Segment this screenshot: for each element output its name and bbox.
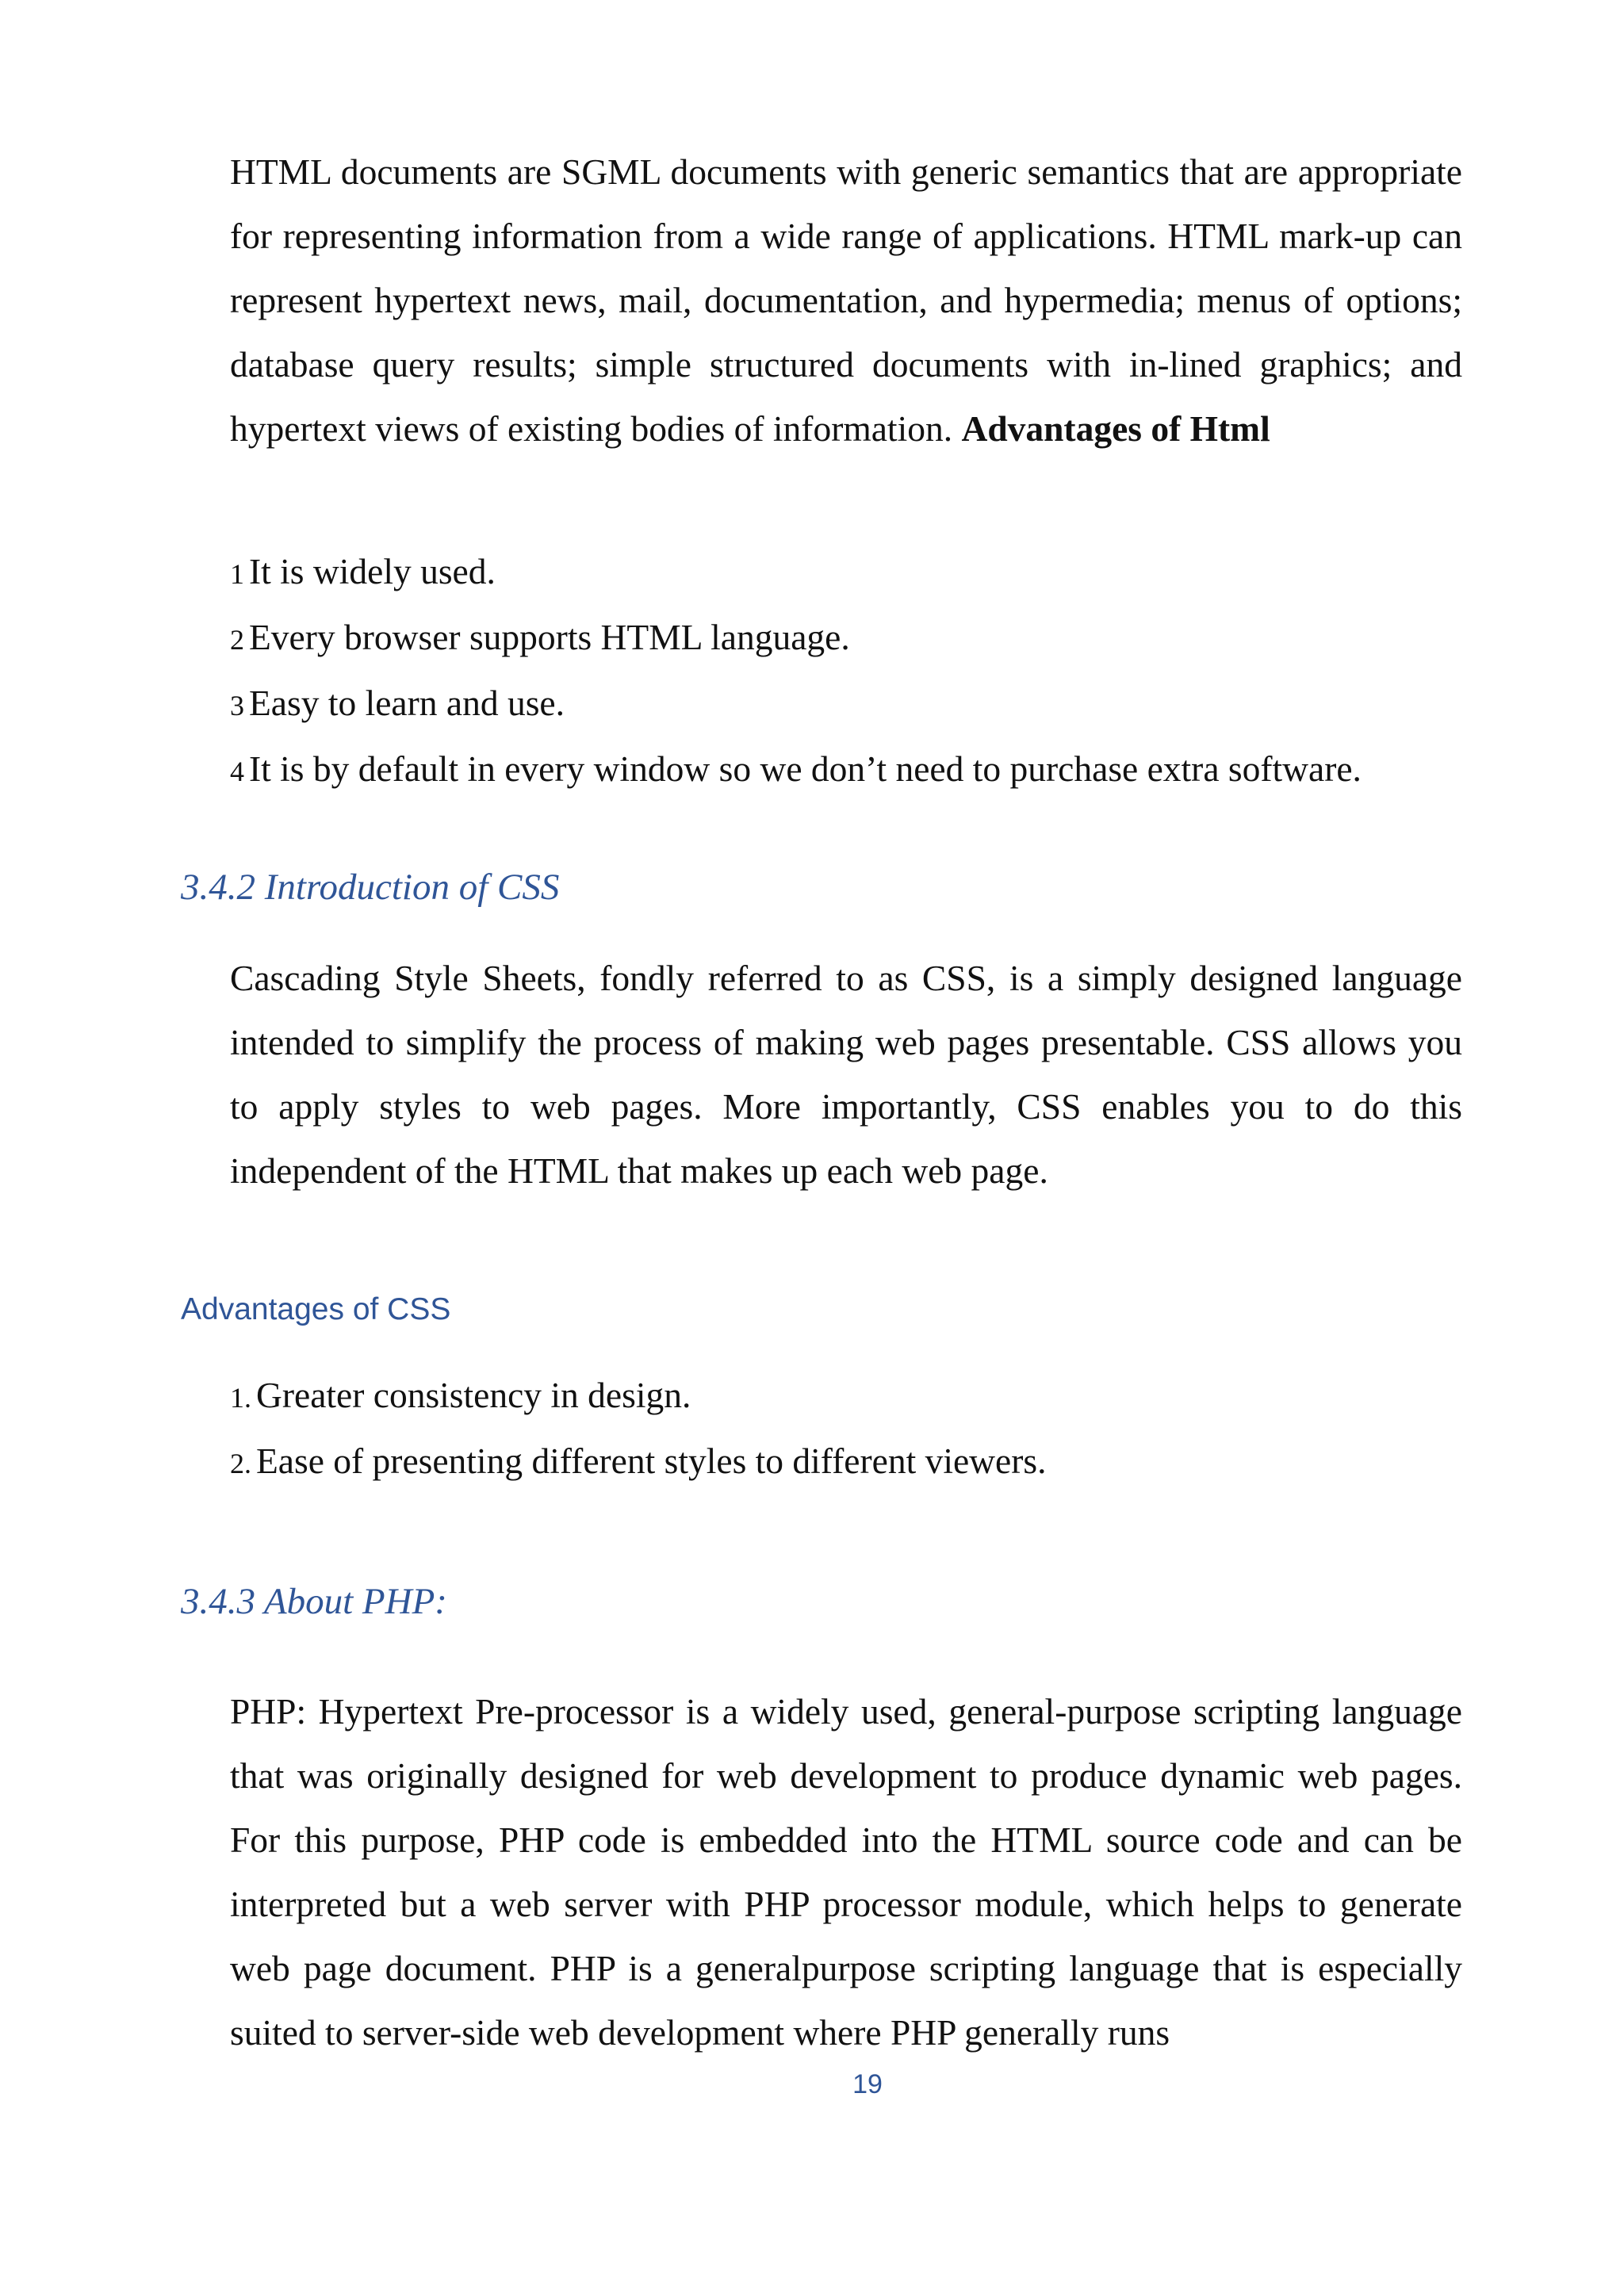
- html-intro-paragraph: [230, 140, 1462, 461]
- css-section-heading: 3.4.2 Introduction of CSS: [181, 867, 560, 908]
- list-item-text: Every browser supports HTML language.: [249, 617, 850, 657]
- list-item-text: It is widely used.: [249, 551, 496, 591]
- list-item: [230, 1364, 1499, 1429]
- list-item: [230, 737, 1499, 803]
- list-item-number: 1: [230, 558, 244, 590]
- list-item-number: 3: [230, 690, 244, 721]
- list-item-number: 1.: [230, 1382, 251, 1414]
- css-intro-paragraph: Cascading Style Sheets, fondly referred to as CSS, is a simply designed language intended to simplify the process of making web pages presentable. CSS allows you to apply styles to web pages. More importantly, CSS enables you to do this independent of the HTML that makes up each web page.: [230, 958, 1462, 1191]
- list-item-number: 2.: [230, 1448, 251, 1479]
- list-item-text: It is by default in every window so we don’t need to purchase extra software.: [249, 748, 1362, 789]
- list-item: [230, 672, 1499, 737]
- list-item: [230, 606, 1499, 672]
- list-item-text: Easy to learn and use.: [249, 683, 565, 723]
- list-item: [230, 540, 1499, 606]
- list-item: [230, 1429, 1499, 1495]
- list-item-text: Ease of presenting different styles to different viewers.: [256, 1441, 1047, 1481]
- list-item-number: 4: [230, 756, 244, 787]
- list-item-number: 2: [230, 624, 244, 656]
- html-advantages-heading: Advantages of Html: [961, 408, 1270, 449]
- css-advantages-heading: Advantages of CSS: [181, 1292, 451, 1326]
- php-intro-paragraph: PHP: Hypertext Pre-processor is a widely used, general-purpose scripting language that was originally designed for web development to produce dynamic web pages. For this purpose, PHP code is embedded into the HTML source code and can be interpreted but a web server with PHP processor module, which helps to generate web page document. PHP is a generalpurpose scripting language that is especially suited to server-side web development where PHP generally runs: [230, 1691, 1462, 2053]
- html-intro-text: HTML documents are SGML documents with generic semantics that are appropriate for representing information from a wide range of applications. HTML mark-up can represent hypertext news, mail, documentation, and hypermedia; menus of options; database query results; simple structured documents with in-lined graphics; and hypertext views of existing bodies of information.: [230, 151, 1462, 449]
- list-item-text: Greater consistency in design.: [256, 1375, 691, 1415]
- css-advantages-list: [230, 1364, 1499, 1495]
- page-number: 19: [852, 2069, 883, 2099]
- php-section-heading: 3.4.3 About PHP:: [181, 1581, 447, 1622]
- html-advantages-list: [230, 540, 1499, 803]
